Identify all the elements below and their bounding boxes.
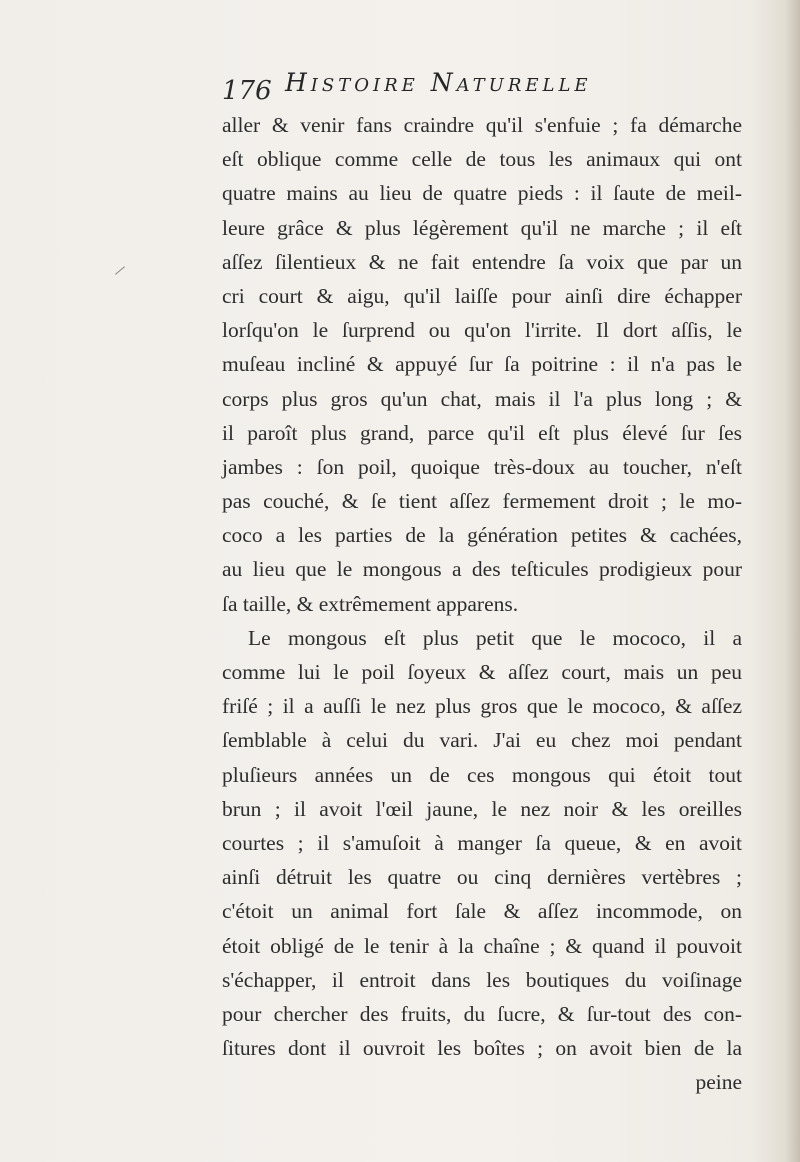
text-line: étoit obligé de le tenir à la chaîne ; & quand il pouvoit xyxy=(222,933,742,958)
text-line: s'échapper, il entroit dans les boutiques du voiſinage xyxy=(222,967,742,992)
text-line: brun ; il avoit l'œil jaune, le nez noir & les oreilles xyxy=(222,796,742,821)
text-line: ainſi détruit les quatre ou cinq dernières vertèbres ; xyxy=(222,865,742,890)
text-line: ſitures dont il ouvroit les boîtes ; on avoit bien de la xyxy=(222,1036,742,1061)
page-edge-shadow xyxy=(786,0,800,1162)
text-line: eſt oblique comme celle de tous les animaux qui ont xyxy=(222,147,742,172)
text-line: c'étoit un animal fort ſale & aſſez incommode, on xyxy=(222,899,742,924)
text-line: corps plus gros qu'un chat, mais il l'a plus long ; & xyxy=(222,386,742,411)
text-line: coco a les parties de la génération petites & cachées, xyxy=(222,523,742,548)
text-line: ſemblable à celui du vari. J'ai eu chez moi pendant xyxy=(222,728,742,753)
text-line: ſa taille, & extrêmement apparens. xyxy=(222,591,519,616)
text-line: lorſqu'on le ſurprend ou qu'on l'irrite. Il dort aſſis, le xyxy=(222,318,742,343)
page-number: 176 xyxy=(222,76,272,106)
text-line: cri court & aigu, qu'il laiſſe pour ainſi dire échapper xyxy=(222,283,742,308)
text-line: quatre mains au lieu de quatre pieds : il ſaute de meil- xyxy=(222,181,742,206)
text-line: au lieu que le mongous a des teſticules prodigieux pour xyxy=(222,557,742,582)
text-line: aſſez ſilentieux & ne fait entendre ſa voix que par un xyxy=(222,249,742,274)
text-line: pas couché, & ſe tient aſſez fermement droit ; le mo- xyxy=(222,489,742,514)
text-line: leure grâce & plus légèrement qu'il ne marche ; il eſt xyxy=(222,215,742,240)
text-line: pour chercher des fruits, du ſucre, & ſur-tout des con- xyxy=(222,1001,742,1026)
running-title: Histoire Naturelle xyxy=(285,68,592,97)
text-line: Le mongous eſt plus petit que le mococo, il a xyxy=(248,625,742,650)
text-line: courtes ; il s'amuſoit à manger ſa queue, & en avoit xyxy=(222,830,742,855)
text-line: jambes : ſon poil, quoique très-doux au toucher, n'eſt xyxy=(222,454,742,479)
text-line: comme lui le poil ſoyeux & aſſez court, mais un peu xyxy=(222,660,742,684)
text-line: il paroît plus grand, parce qu'il eſt plus élevé ſur ſes xyxy=(222,420,742,445)
text-line: muſeau incliné & appuyé ſur ſa poitrine : il n'a pas le xyxy=(222,352,742,377)
catchword: peine xyxy=(695,1070,742,1095)
margin-mark xyxy=(115,266,125,274)
text-line: aller & venir fans craindre qu'il s'enfuie ; fa démarche xyxy=(222,113,742,137)
body-text xyxy=(222,108,742,1099)
text-line: friſé ; il a auſſi le nez plus gros que le mococo, & aſſez xyxy=(222,694,742,719)
text-line: pluſieurs années un de ces mongous qui étoit tout xyxy=(222,762,742,787)
